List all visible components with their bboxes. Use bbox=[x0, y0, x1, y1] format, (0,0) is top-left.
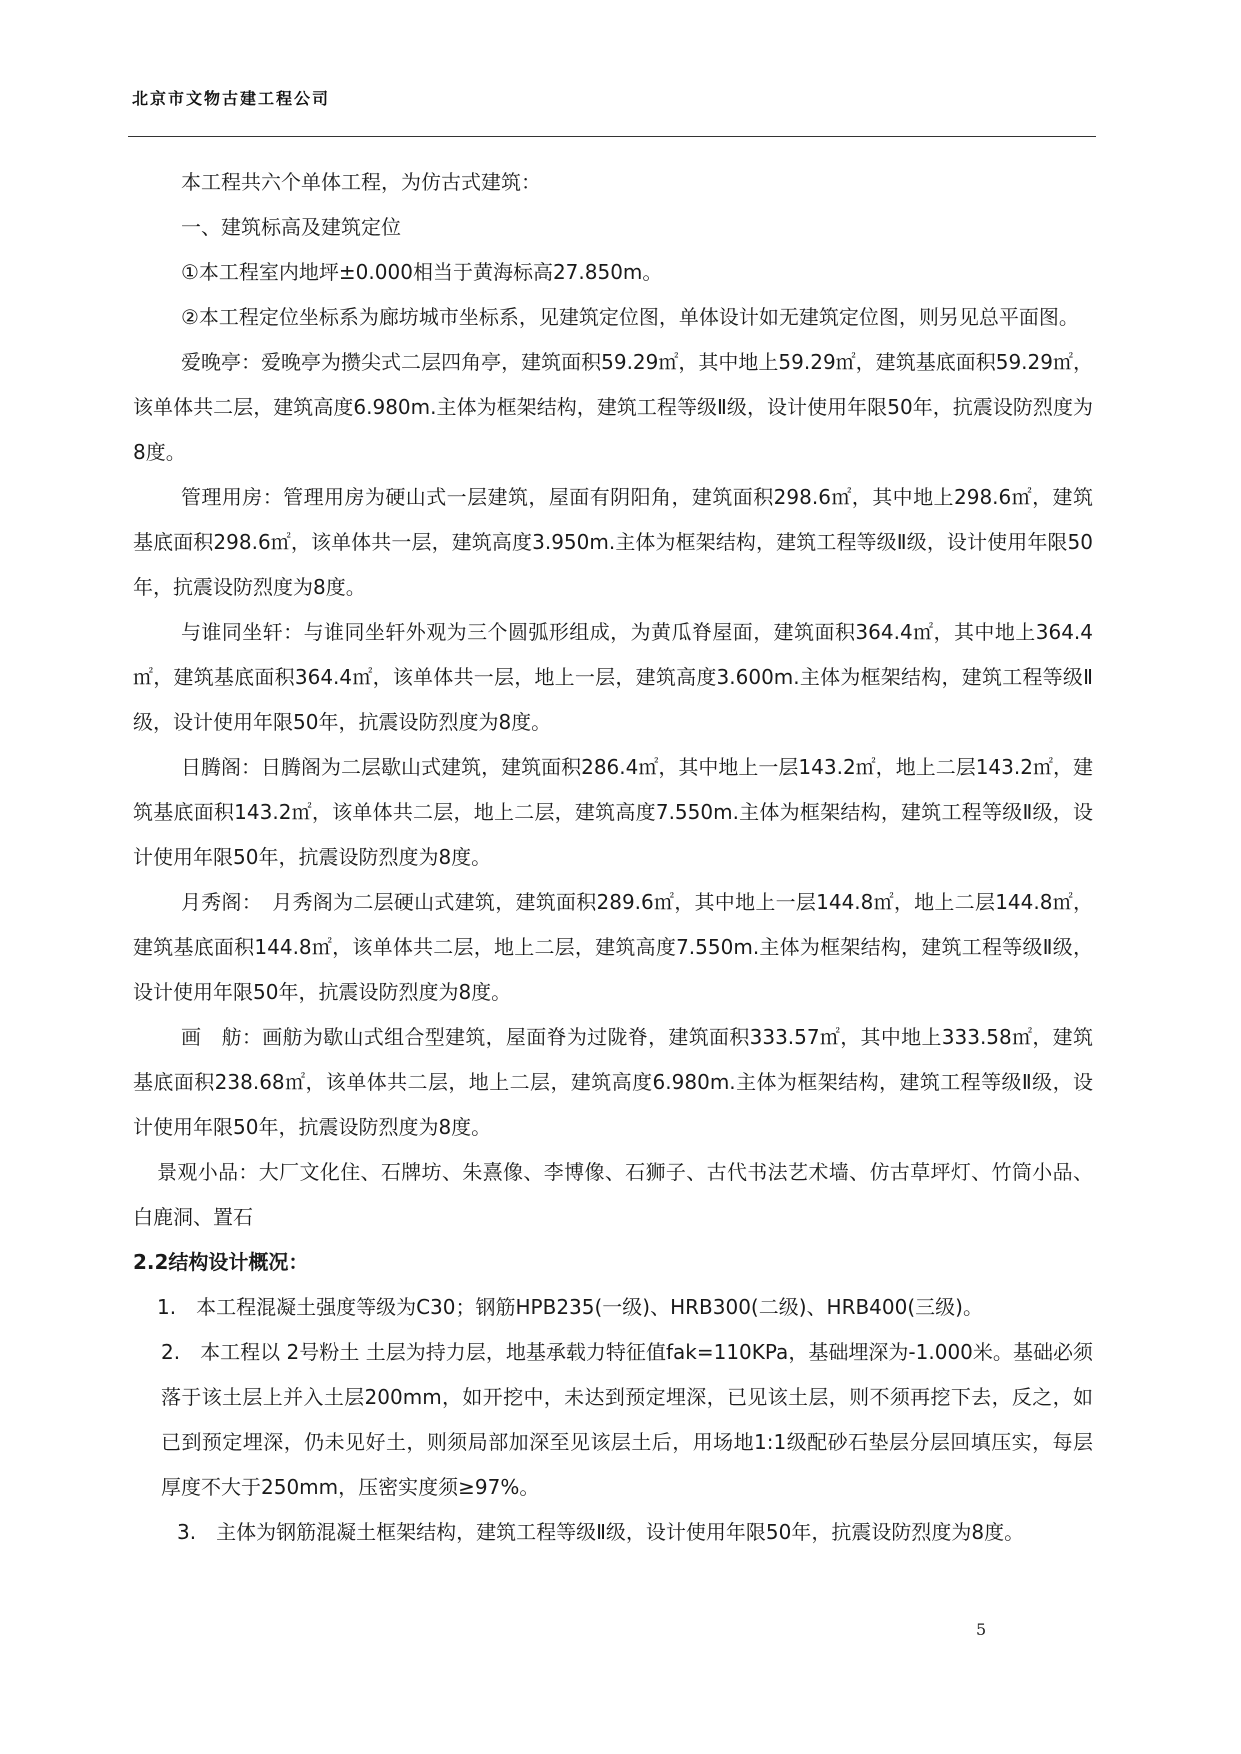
building-management: 管理用房：管理用房为硬山式一层建筑，屋面有阴阳角，建筑面积298.6㎡，其中地上298.6㎡，建筑基底面积298.6㎡，该单体共一层，建筑高度3.950m.主体为框架结构，建筑工程等级Ⅱ级，设计使用年限50年，抗震设防烈度为8度。 bbox=[133, 485, 1093, 599]
building-yuexiu-pavilion: 月秀阁： 月秀阁为二层硬山式建筑，建筑面积289.6㎡，其中地上一层144.8㎡，地上二层144.8㎡，建筑基底面积144.8㎡，该单体共二层，地上二层，建筑高度7.550m.主体为框架结构，建筑工程等级Ⅱ级，设计使用年限50年，抗震设防烈度为8度。 bbox=[133, 890, 1093, 1004]
elevation-note: ①本工程室内地坪±0.000相当于黄海标高27.850m。 bbox=[181, 260, 663, 284]
page-number: 5 bbox=[976, 1620, 987, 1639]
landscape-items: 景观小品：大厂文化住、石牌坊、朱熹像、李博像、石狮子、古代书法艺术墙、仿古草坪灯、竹筒小品、白鹿洞、置石 bbox=[133, 1160, 1093, 1229]
section-1-title: 一、建筑标高及建筑定位 bbox=[181, 215, 401, 239]
building-yushui-pavilion: 与谁同坐轩：与谁同坐轩外观为三个圆弧形组成，为黄瓜脊屋面，建筑面积364.4㎡，其中地上364.4㎡，建筑基底面积364.4㎡，该单体共一层，地上一层，建筑高度3.600m.主体为框架结构，建筑工程等级Ⅱ级，设计使用年限50年，抗震设防烈度为8度。 bbox=[133, 620, 1093, 734]
building-riteng-pavilion: 日腾阁：日腾阁为二层歇山式建筑，建筑面积286.4㎡，其中地上一层143.2㎡，地上二层143.2㎡，建筑基底面积143.2㎡，该单体共二层，地上二层，建筑高度7.550m.主体为框架结构，建筑工程等级Ⅱ级，设计使用年限50年，抗震设防烈度为8度。 bbox=[133, 755, 1093, 869]
section-2-2-title: 2.2结构设计概况： bbox=[133, 1250, 309, 1274]
document-body bbox=[133, 160, 1093, 1555]
header-divider bbox=[128, 136, 1096, 137]
structure-item-3: 3. 主体为钢筋混凝土框架结构，建筑工程等级Ⅱ级，设计使用年限50年，抗震设防烈度为8度。 bbox=[177, 1520, 1025, 1544]
coordinate-note: ②本工程定位坐标系为廊坊城市坐标系，见建筑定位图，单体设计如无建筑定位图，则另见总平面图。 bbox=[181, 305, 1079, 329]
building-huafang: 画 舫：画舫为歇山式组合型建筑，屋面脊为过陇脊，建筑面积333.57㎡，其中地上333.58㎡，建筑基底面积238.68㎡，该单体共二层，地上二层，建筑高度6.980m.主体为框架结构，建筑工程等级Ⅱ级，设计使用年限50年，抗震设防烈度为8度。 bbox=[133, 1025, 1093, 1139]
running-header: 北京市文物古建工程公司 bbox=[132, 89, 331, 108]
structure-item-1: 1. 本工程混凝土强度等级为C30；钢筋HPB235(一级)、HRB300(二级)、HRB400(三级)。 bbox=[157, 1295, 983, 1319]
structure-item-2: 2. 本工程以 2号粉土 土层为持力层，地基承载力特征值fak=110KPa，基础埋深为-1.000米。基础必须落于该土层上并入土层200mm，如开挖中，未达到预定埋深，已见该土层，则不须再挖下去，反之，如已到预定埋深，仍未见好土，则须局部加深至见该层土后，用场地1:1级配砂石垫层分层回填压实，每层厚度不大于250mm，压密实度须≥97%。 bbox=[161, 1340, 1093, 1499]
building-aiwanting: 爱晚亭：爱晚亭为攒尖式二层四角亭，建筑面积59.29㎡，其中地上59.29㎡，建筑基底面积59.29㎡，该单体共二层，建筑高度6.980m.主体为框架结构，建筑工程等级Ⅱ级，设计使用年限50年，抗震设防烈度为8度。 bbox=[133, 350, 1093, 464]
intro-paragraph: 本工程共六个单体工程，为仿古式建筑： bbox=[181, 170, 541, 194]
